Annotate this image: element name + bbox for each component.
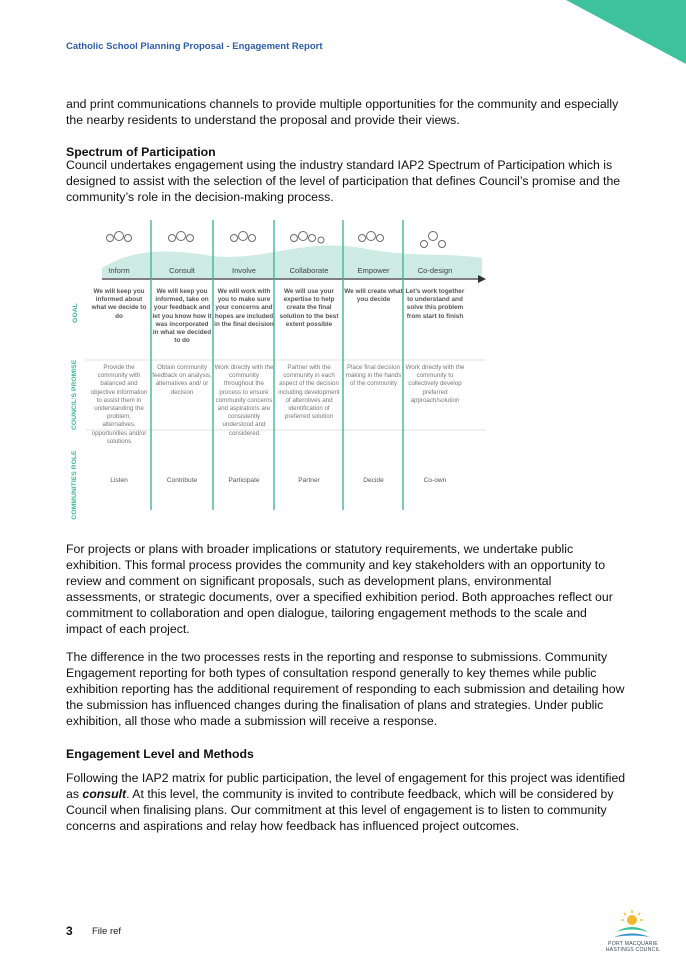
- goal-empower: We will create what you decide: [344, 288, 403, 304]
- promise-codesign: Work directly with the community to collectively develop preferred approach/solution: [405, 364, 465, 404]
- role-consult: Contribute: [166, 477, 198, 484]
- promise-involve: Work directly with the community throughout the process to ensure community concerns and aspirations are consistently understood and considered: [214, 364, 274, 437]
- promise-empower: Place final decision making in the hands of the community: [345, 364, 402, 388]
- exhibition-paragraph: For projects or plans with broader implications or statutory requirements, we undertake public exhibition. This formal process provides the community and key stakeholders with an opportunity to review and comment on significant proposals, such as development plans, environmental assessments, or strategic documents, over a specified exhibition period. Both approaches reflect our commitment to collaboration and open dialogue, tailoring engagement methods to the scale and impact of each project.: [66, 542, 613, 636]
- promise-consult: Obtain community feedback on analysis, alternatives and/ or decision: [152, 364, 212, 396]
- level-collaborate: Collaborate: [289, 266, 329, 275]
- difference-paragraph: The difference in the two processes rests in the reporting and response to submissions. Community Engagement reporting for both types of consultation respond generally to key themes while public exhibition reporting has the additional requirement of responding to each submission and detailing how the submission has influenced changes during the finalisation of plans and strategies. Under public exhibition, all those who made a submission will receive a response.: [66, 650, 625, 728]
- spectrum-paragraph: Council undertakes engagement using the industry standard IAP2 Spectrum of Participation which is designed to assist with the selection of the level of participation that defines Council’s promise and the community’s role in the decision-making process.: [66, 158, 621, 204]
- row-label-promise: COUNCIL’S PROMISE: [71, 359, 78, 430]
- promise-inform: Provide the community with balanced and objective information to assist them in understanding the problem, alternatives, opportunities and/or solutions: [90, 364, 148, 445]
- role-collaborate: Partner: [298, 477, 320, 484]
- intro-paragraph: and print communications channels to provide multiple opportunities for the community and especially the nearby residents to understand the proposal and provide their views.: [66, 97, 619, 127]
- document-header: Catholic School Planning Proposal - Engagement Report: [66, 41, 323, 52]
- spectrum-heading: Spectrum of Participation: [66, 145, 216, 159]
- goal-consult: We will keep you informed, take on your feedback and let you know how it was incorporated in what we decided to do: [152, 288, 212, 345]
- level-empower: Empower: [357, 266, 390, 275]
- level-inform: Inform: [108, 266, 130, 275]
- page-number: 3: [66, 924, 73, 938]
- level-text-part2: . At this level, the community is invited to contribute feedback, which will be considered by Council when finalising plans. Our commitment at this level of engagement is to listen to community concerns and aspirations and relay how feedback has influenced project outcomes.: [66, 787, 614, 833]
- goal-collaborate: We will use your expertise to help create the final solution to the best extent possible: [279, 288, 339, 328]
- goal-involve: We will work with you to make sure your concerns and hopes are included in the final decision: [214, 288, 274, 328]
- level-paragraph: [66, 770, 626, 834]
- file-ref: File ref: [92, 926, 122, 937]
- level-text-part1: Following the IAP2 matrix for public participation, the level of engagement for this project was identified as: [66, 771, 626, 801]
- level-heading: Engagement Level and Methods: [66, 747, 254, 761]
- corner-decoration: [566, 0, 686, 64]
- row-label-role: COMMUNITIES ROLE: [71, 450, 78, 520]
- role-empower: Decide: [363, 477, 384, 484]
- row-label-goal: GOAL: [72, 303, 79, 323]
- council-logo-text: PORT MACQUARIE HASTINGS COUNCIL: [605, 941, 661, 953]
- role-inform: Listen: [110, 477, 128, 484]
- role-involve: Participate: [228, 477, 260, 484]
- level-involve: Involve: [231, 266, 257, 275]
- level-consult: Consult: [169, 266, 195, 275]
- goal-codesign: Let’s work together to understand and solve this problem from start to finish: [405, 288, 465, 320]
- level-text-consult: consult: [82, 787, 127, 801]
- level-codesign: Co-design: [417, 266, 453, 275]
- iap2-spectrum-figure: [62, 218, 486, 520]
- promise-collaborate: Partner with the community in each aspect of the decision including development of alterntives and identification of preferred solution: [278, 364, 340, 421]
- people-icons: [107, 232, 446, 248]
- goal-inform: We will keep you informed about what we decide to do: [91, 288, 147, 320]
- role-codesign: Co-own: [423, 477, 447, 484]
